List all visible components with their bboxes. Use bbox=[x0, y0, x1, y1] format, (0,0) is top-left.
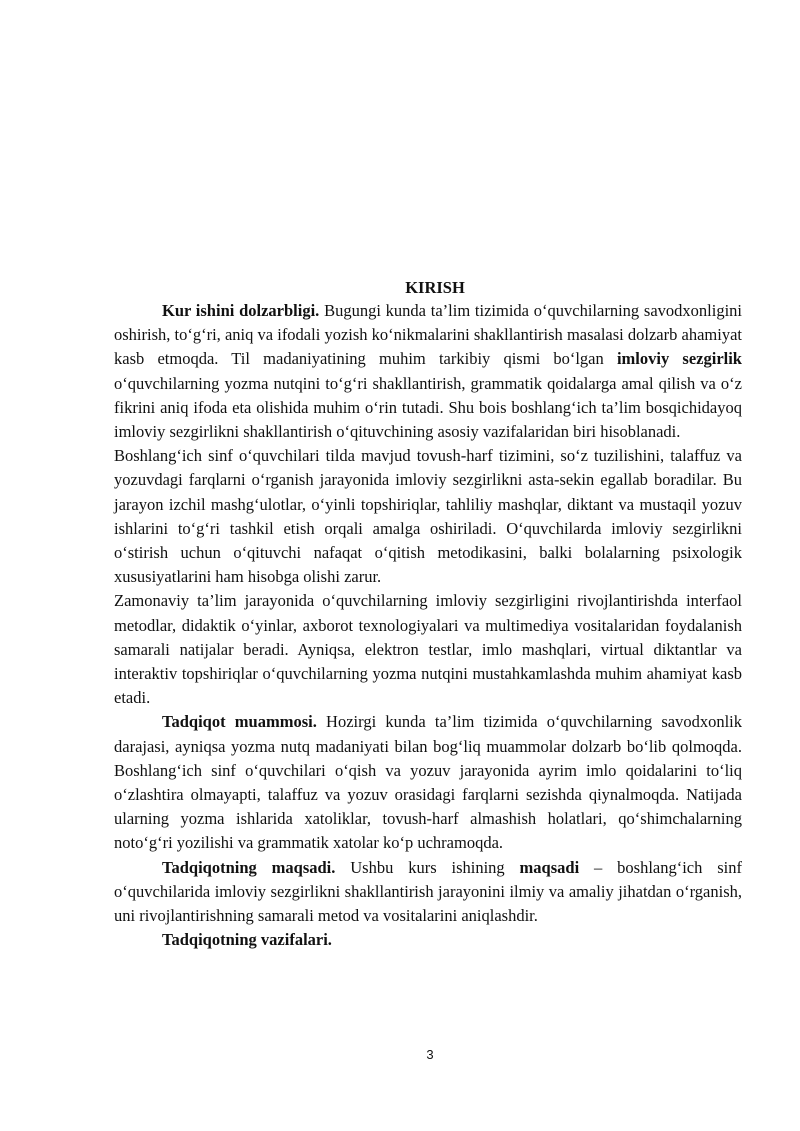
paragraph-research-goal bbox=[114, 856, 742, 929]
emphasis-text: maqsadi bbox=[519, 857, 580, 877]
paragraph-text: – boshlang‘ich sinf o‘quvchilarida imloviy sezgirlikni shakllantirish jarayonini ilmiy va amaliy jihatdan o‘rganish, uni rivojlantirishning samarali metod va vositalarini aniqlashdir. bbox=[114, 857, 742, 926]
paragraph-lead: Tadqiqotning maqsadi. bbox=[162, 857, 336, 877]
paragraph-relevance bbox=[114, 299, 742, 444]
body-text bbox=[114, 299, 742, 952]
paragraph-lead: Tadqiqot muammosi. bbox=[162, 712, 317, 732]
paragraph-text: Hozirgi kunda ta’lim tizimida o‘quvchilarning savodxonlik darajasi, ayniqsa yozma nutq madaniyati bilan bog‘liq muammolar dolzarb bo‘lib qolmoqda. Boshlang‘ich sinf o‘quvchilari o‘qish va yozuv jarayonida ayrim imlo qoidalarini to‘liq o‘zlashtira olmayapti, talaffuz va yozuv orasidagi farqlarni sezishda qiynalmoqda. Natijada ularning yozma ishlarida xatoliklar, tovush-harf almashish holatlari, qo‘shimchalarning noto‘g‘ri yozilishi va grammatik xatolar ko‘p uchramoqda. bbox=[114, 712, 743, 853]
paragraph-text: o‘quvchilarning yozma nutqini to‘g‘ri shakllantirish, grammatik qoidalarga amal qilish va o‘z fikrini aniq ifoda eta olishida muhim o‘rin tutadi. Shu bois boshlang‘ich ta’lim bosqichidayoq imloviy sezgirlikni shakllantirish o‘qituvchining asosiy vazifalaridan biri hisoblanadi. bbox=[114, 373, 742, 442]
paragraph-primary-pupils: Boshlang‘ich sinf o‘quvchilari tilda mavjud tovush-harf tizimini, so‘z tuzilishini, talaffuz va yozuvdagi farqlarni o‘rganish jarayonida imloviy sezgirlikni asta-sekin egallab boradilar. Bu jarayon izchil mashg‘ulotlar, o‘yinli topshiriqlar, tahliliy mashqlar, diktant va mustaqil yozuv ishlarini to‘g‘ri tashkil etish orqali amalga oshiriladi. O‘quvchilarda imloviy sezgirlikni o‘stirish uchun o‘qituvchi nafaqat o‘qitish metodikasini, balki bolalarning psixologik xususiyatlarini ham hisobga olishi zarur. bbox=[114, 446, 742, 587]
emphasis-text: imloviy sezgirlik bbox=[616, 349, 742, 369]
paragraph-lead: Kur ishini dolzarbligi. bbox=[162, 301, 320, 320]
page-number: 3 bbox=[426, 1047, 434, 1062]
paragraph-text: Ushbu kurs ishining bbox=[335, 857, 520, 877]
paragraph-lead: Tadqiqotning vazifalari. bbox=[162, 930, 332, 950]
paragraph-research-problem bbox=[114, 710, 742, 855]
paragraph-modern-education: Zamonaviy ta’lim jarayonida o‘quvchilarning imloviy sezgirligini rivojlantirishda interfaol metodlar, didaktik o‘yinlar, axborot texnologiyalari va multimediya vositalaridan foydalanish samarali natijalar beradi. Ayniqsa, elektron testlar, imlo mashqlari, virtual diktantlar va interaktiv topshiriqlar o‘quvchilarning yozma nutqini mustahkamlashda muhim ahamiyat kasb etadi. bbox=[114, 591, 742, 708]
paragraph-research-tasks bbox=[114, 928, 742, 952]
section-heading: KIRISH bbox=[405, 278, 465, 297]
paragraph-text: Bugungi kunda ta’lim tizimida o‘quvchilarning savodxonligini oshirish, to‘g‘ri, aniq va ifodali yozish ko‘nikmalarini shakllantirish masalasi dolzarb ahamiyat kasb etmoqda. Til madaniyatining muhim tarkibiy qismi bo‘lgan bbox=[114, 301, 743, 369]
